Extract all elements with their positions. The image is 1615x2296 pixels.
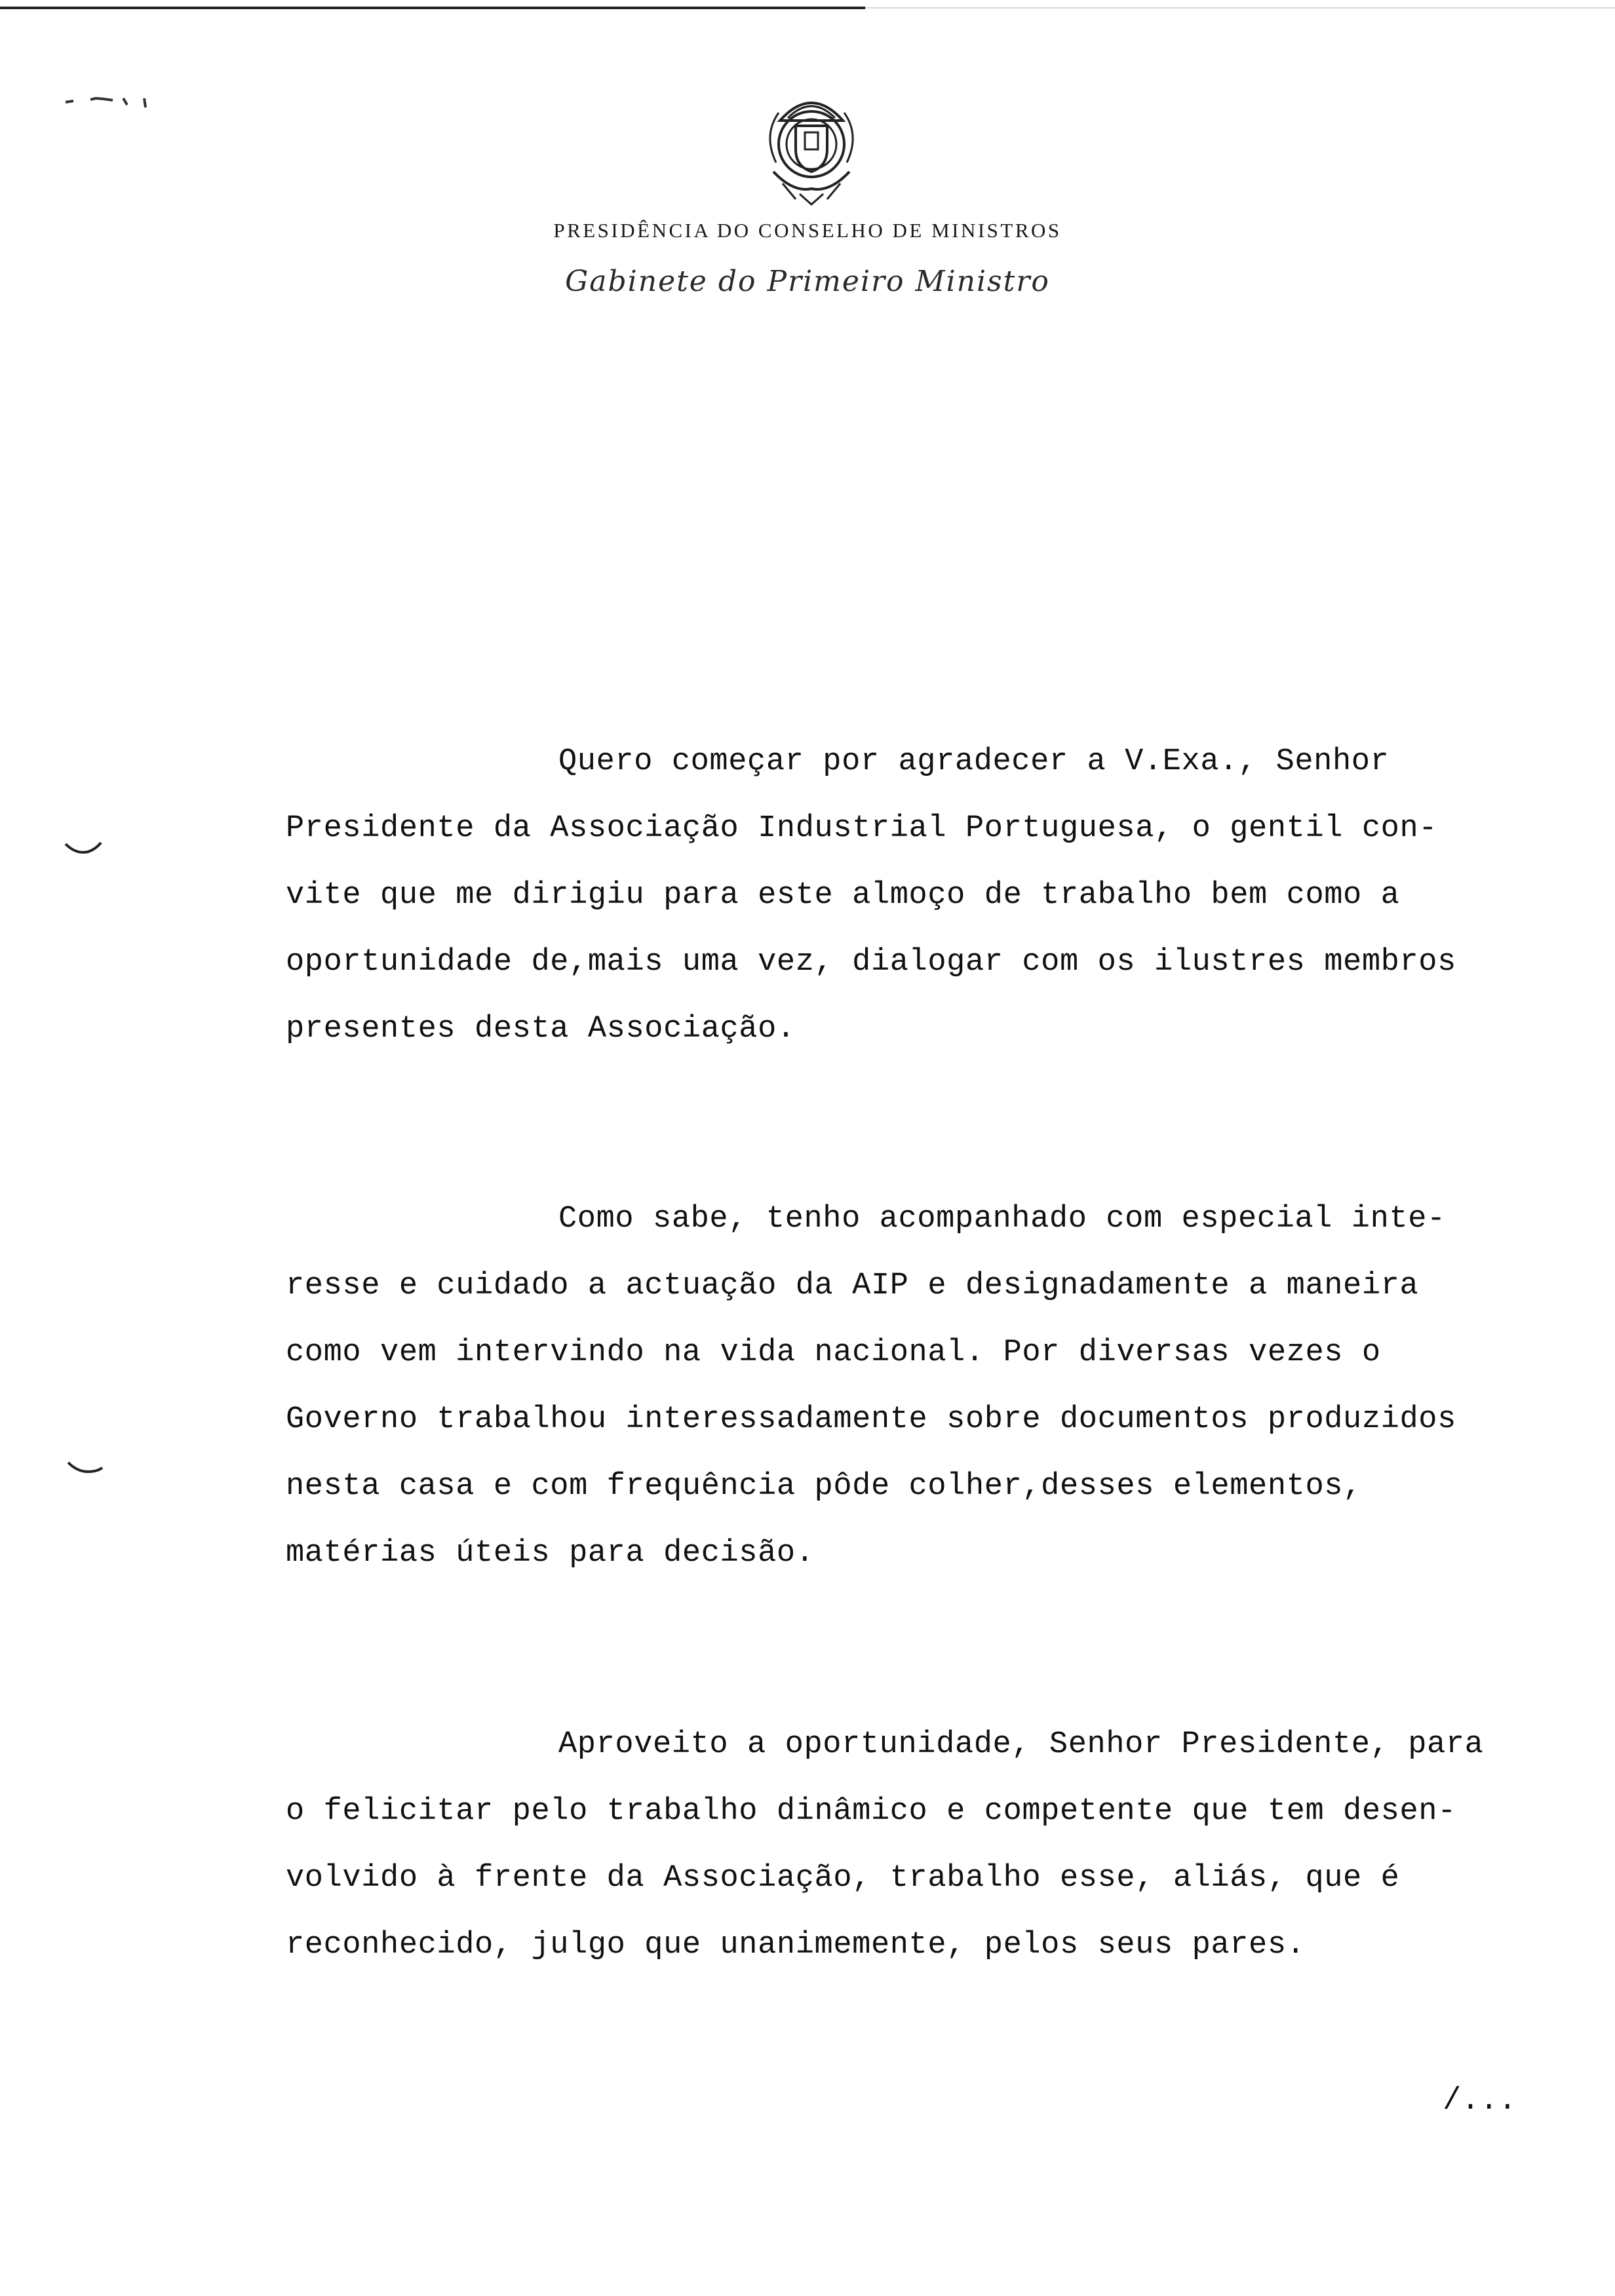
paragraph-line: volvido à frente da Associação, trabalho esse, aliás, que é [286, 1861, 1400, 1896]
paragraph-line: Governo trabalhou interessadamente sobre documentos produzidos [286, 1402, 1456, 1437]
paragraph-3 [286, 1712, 1531, 1979]
paragraph-line: presentes desta Associação. [286, 1012, 796, 1046]
punch-mark-lower [66, 1460, 111, 1483]
top-rule-faint [865, 7, 1615, 9]
paragraph-line: oportunidade de,mais uma vez, dialogar com os ilustres membros [286, 945, 1456, 980]
letterhead-office: Gabinete do Primeiro Ministro [565, 265, 1050, 298]
paragraph-line: matérias úteis para decisão. [286, 1536, 815, 1571]
top-rule [0, 7, 865, 9]
paragraph-line: Quero começar por agradecer a V.Exa., Senhor [558, 744, 1390, 779]
paragraph-line: como vem intervindo na vida nacional. Por diversas vezes o [286, 1335, 1381, 1370]
paragraph-line: Aproveito a oportunidade, Senhor Presidente, para [558, 1727, 1484, 1762]
continuation-mark: /... [1443, 2084, 1517, 2118]
paragraph-2 [286, 1186, 1531, 1587]
paragraph-line: Presidente da Associação Industrial Portuguesa, o gentil con- [286, 811, 1438, 846]
coat-of-arms-crest [754, 89, 869, 211]
paragraph-line: Como sabe, tenho acompanhado com especial inte- [558, 1202, 1446, 1236]
paragraph-line: vite que me dirigiu para este almoço de trabalho bem como a [286, 878, 1400, 913]
letterhead-institution: PRESIDÊNCIA DO CONSELHO DE MINISTROS [553, 219, 1062, 242]
scan-mark-top-left [39, 90, 197, 117]
paragraph-1 [286, 729, 1531, 1063]
punch-mark-upper [63, 839, 109, 865]
paragraph-line: reconhecido, julgo que unanimemente, pelos seus pares. [286, 1928, 1306, 1962]
paragraph-line: resse e cuidado a actuação da AIP e designadamente a maneira [286, 1269, 1419, 1303]
paragraph-line: o felicitar pelo trabalho dinâmico e competente que tem desen- [286, 1794, 1456, 1829]
paragraph-line: nesta casa e com frequência pôde colher,desses elementos, [286, 1469, 1362, 1504]
